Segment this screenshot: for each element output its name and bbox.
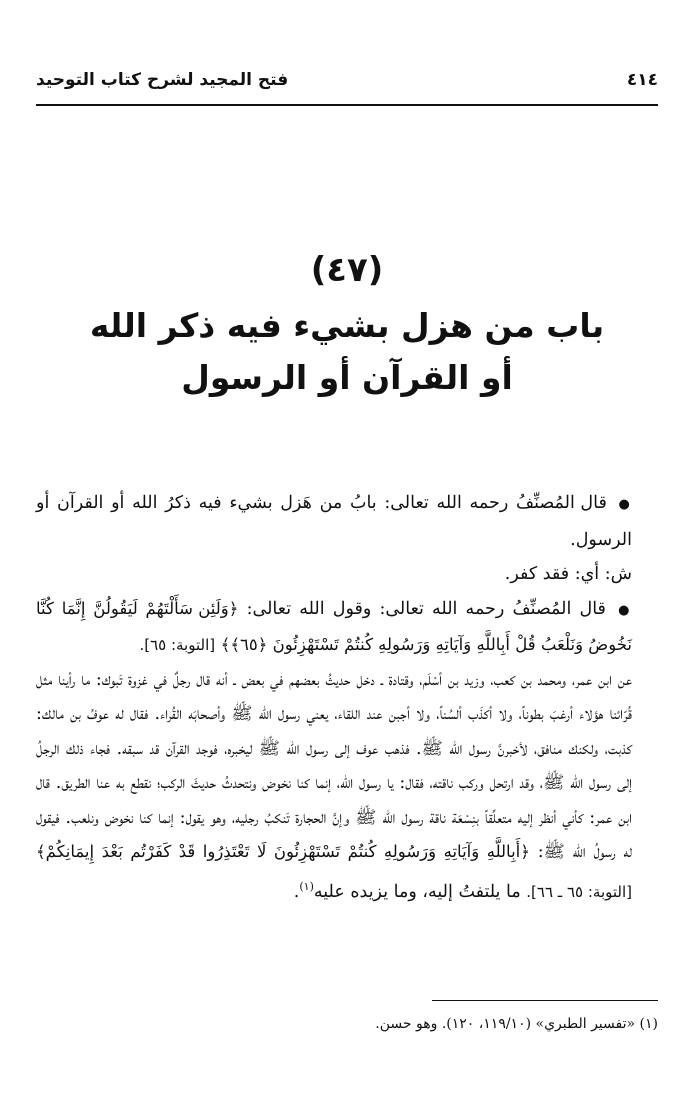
footnote-text: «تفسير الطبري» (١١٩/١٠، ١٢٠). وهو حسن. — [375, 1016, 636, 1032]
chapter-title — [60, 300, 634, 404]
paragraph-text: عن ابن عمر، ومحمد بن كعب، وزيد بن أسْلَم، وقتادة ـ دخل حديثُ بعضهم في بعض ـ أنه قال رجلٌ في غزوة تَبوك: ما رأينا مثل قُرّائنا هؤلاء أرغبَ بطوناً، ولا أكذَب ألسُناً، ولا أجبن عند اللقاء، يعني رسول الله ﷺ وأصحابَه القُراء. فقال له عوفُ بن مالك: كذبت، ولكنك منافق، لأخبرنَّ رسول الله ﷺ. فذهب عوف إلى رسول الله ﷺ ليخبره، فوجد القرآن قد سبقه. فجاء ذلك الرجلُ إلى رسول الله ﷺ، وقد ارتحل وركب ناقته، فقال: يا رسول الله، إنما كنا نخوض ونتحدثُ حديثَ الركب؛ نقطع به عنا الطريق. قال ابن عمر: كأني أنظر إليه متعلِّقاً بنِسْعَة ناقة رسول الله ﷺ وإنَّ الحجارة تَنكبُ رجليه، وهو يقول: إنما كنا نخوض ونلعب. فيقول له رسولُ الله ﷺ: — [36, 669, 632, 862]
chapter-title-line-2: أو القرآن أو الرسول — [181, 358, 513, 397]
quran-verse: ﴿أَبِاللَّهِ وَآيَاتِهِ وَرَسُولِهِ كُنتُمْ تَسْتَهْزِئُونَ لَا تَعْتَذِرُوا قَدْ كَفَرْتُم بَعْدَ إِيمَانِكُمْ﴾ — [36, 842, 530, 861]
paragraph-quran-quote — [36, 592, 658, 663]
paragraph-text: قال المُصنِّفُ رحمه الله تعالى: بابُ من هَزل بشيء فيه ذكرُ الله أو القرآن أو الرسول. — [36, 493, 632, 550]
page-number: ٤١٤ — [626, 70, 658, 90]
footnote-rule — [432, 1000, 658, 1001]
footnote-marker: (١) — [639, 1016, 658, 1032]
chapter-number: (٤٧) — [310, 250, 384, 290]
bullet-icon: ● — [618, 602, 633, 618]
header-rule — [36, 104, 658, 106]
paragraph-ending: ما يلتفتُ إليه، وما يزيده عليه — [313, 881, 521, 902]
paragraph-hadith: عن ابن عمر، ومحمد بن كعب، وزيد بن أسْلَم، وقتادة ـ دخل حديثُ بعضهم في بعض ـ أنه قال رجلٌ في غزوة تَبوك: ما رأينا مثل قُرّائنا هؤلاء أرغبَ بطوناً، ولا أكذَب ألسُناً، ولا أجبن عند اللقاء، يعني رسول الله ﷺ وأصحابَه القُراء. فقال له عوفُ بن مالك: كذبت، ولكنك منافق، لأخبرنَّ رسول الله ﷺ. فذهب عوف إلى رسول الله ﷺ ليخبره، فوجد القرآن قد سبقه. فجاء ذلك الرجلُ إلى رسول الله ﷺ، وقد ارتحل وركب ناقته، فقال: يا رسول الله، إنما كنا نخوض ونتحدثُ حديثَ الركب؛ نقطع به عنا الطريق. قال ابن عمر: كأني أنظر إليه متعلِّقاً بنِسْعَة ناقة رسول الله ﷺ وإنَّ الحجارة تَنكبُ رجليه، وهو يقول: إنما كنا نخوض ونلعب. فيقول له رسولُ الله ﷺ: ﴿أَبِاللَّهِ وَآيَاتِهِ وَرَسُولِهِ كُنتُمْ تَسْتَهْزِئُونَ لَا تَعْتَذِرُوا قَدْ كَفَرْتُم بَعْدَ إِيمَانِكُمْ﴾ [التوبة: ٦٥ ـ ٦٦]. ما يلتفتُ إليه، وما يزيده عليه$^{(١)}$. — [36, 669, 632, 902]
quran-verse: ﴿وَلَئِن سَأَلْتَهُمْ لَيَقُولُنَّ إِنَّمَا كُنَّا نَخُوضُ وَنَلْعَبُ قُلْ أَبِاللَّهِ وَآيَاتِهِ وَرَسُولِهِ كُنتُمْ تَسْتَهْزِئُونَ ﴿٦٥﴾﴾ — [36, 598, 632, 654]
paragraph-text: ش: أي: فقد كفر. — [504, 564, 632, 584]
verse-reference: [التوبة: ٦٥]. — [139, 636, 216, 654]
paragraph-commentary — [36, 557, 658, 592]
body-text — [36, 486, 658, 909]
book-title: فتح المجيد لشرح كتاب التوحيد — [36, 70, 289, 90]
paragraph-text: قال المُصنِّفُ رحمه الله تعالى: وقول الله تعالى: — [246, 598, 606, 619]
chapter-title-line-1: باب من هزل بشيء فيه ذكر الله — [89, 306, 605, 345]
footnote-marker[interactable]: (١) — [299, 879, 314, 893]
paragraph-author-statement — [36, 486, 658, 557]
footnote — [36, 1012, 658, 1036]
bullet-icon: ● — [618, 497, 632, 512]
page-header — [36, 60, 658, 100]
verse-reference: [التوبة: ٦٥ ـ ٦٦]. — [526, 882, 632, 901]
